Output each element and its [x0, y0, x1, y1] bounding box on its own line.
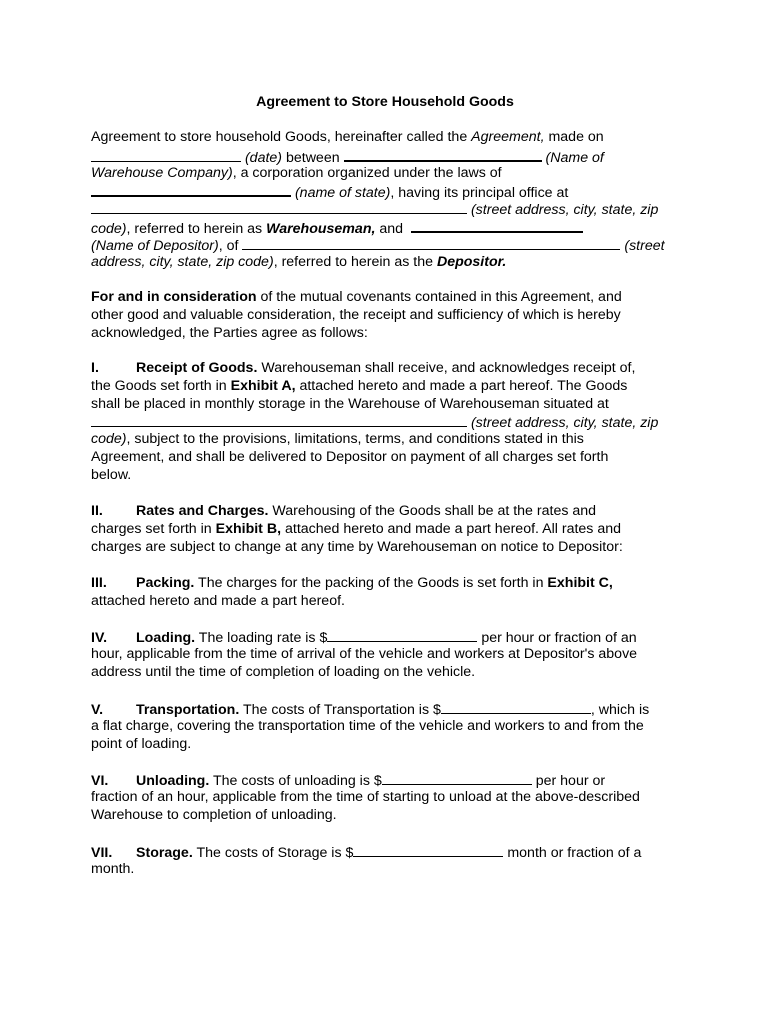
section-text: The costs of Storage is $ [196, 845, 354, 861]
section-line: charges are subject to change at any time by Warehouseman on notice to Depositor: [91, 538, 623, 555]
warehouse-company-blank[interactable] [344, 147, 542, 162]
document-title: Agreement to Store Household Goods [256, 94, 514, 110]
section-text: Warehousing of the Goods shall be at the rates and [272, 503, 597, 519]
section-line: Warehouse to completion of unloading. [91, 806, 337, 823]
exhibit-c-reference: Exhibit C, [547, 575, 613, 591]
section-text: per hour or [535, 773, 606, 789]
section-line [91, 431, 679, 449]
section-transportation [91, 700, 679, 753]
state-blank[interactable] [91, 182, 291, 197]
warehouseman-term: Warehouseman, [266, 220, 376, 237]
consideration-line-2: other good and valuable consideration, the receipt and sufficiency of which is hereby [91, 306, 621, 323]
section-heading: Receipt of Goods. [136, 360, 258, 376]
section-line [91, 575, 679, 593]
section-text: The loading rate is $ [198, 630, 328, 646]
depositor-name-label: (Name of Depositor) [91, 237, 219, 254]
section-heading: Packing. [136, 575, 195, 591]
section-number: III. [91, 575, 107, 591]
section-line [91, 360, 679, 378]
section-line: address until the time of completion of loading on the vehicle. [91, 663, 476, 680]
section-text: charges set forth in [91, 520, 212, 537]
section-text: per hour or fraction of an [481, 630, 637, 646]
agreement-term: Agreement, [471, 129, 545, 145]
consideration-lead: For and in consideration [91, 289, 257, 305]
section-line: a flat charge, covering the transportation time of the vehicle and workers to and from the [91, 717, 644, 734]
section-heading: Rates and Charges. [136, 503, 269, 519]
section-number: VII. [91, 845, 113, 861]
consideration-line-3: acknowledged, the Parties agree as follows: [91, 324, 368, 341]
address-label: (street address, city, state, zip [470, 415, 659, 432]
section-heading: Loading. [136, 630, 196, 646]
section-rates-and-charges [91, 503, 679, 556]
section-storage [91, 843, 679, 879]
section-text: Warehouseman shall receive, and acknowledges receipt of, [261, 360, 636, 376]
section-receipt-of-goods [91, 360, 679, 485]
intro-line-8 [91, 254, 679, 272]
section-number: I. [91, 360, 99, 376]
intro-text: , having its principal office at [390, 185, 569, 202]
intro-line-6 [91, 218, 679, 236]
section-heading: Storage. [136, 845, 193, 861]
section-line [91, 843, 679, 861]
section-unloading [91, 771, 679, 824]
storage-cost-blank[interactable] [353, 843, 503, 857]
section-text: , which is [590, 702, 650, 718]
intro-text: , of [218, 237, 239, 254]
intro-paragraph [91, 129, 679, 271]
intro-text: made on [548, 129, 604, 145]
section-line: attached hereto and made a part hereof. [91, 592, 345, 609]
address-label-end: address, city, state, zip code) [91, 253, 274, 270]
intro-line-1 [91, 129, 679, 147]
warehouse-address-blank[interactable] [91, 413, 467, 427]
section-text: attached hereto and made a part hereof. The Goods [299, 377, 628, 394]
section-line: Agreement, and shall be delivered to Depositor on payment of all charges set forth [91, 448, 609, 465]
section-line: point of loading. [91, 735, 192, 752]
section-number: V. [91, 702, 104, 718]
section-loading [91, 628, 679, 681]
section-line: shall be placed in monthly storage in the Warehouse of Warehouseman situated at [91, 395, 609, 412]
address-label-end: code) [91, 220, 127, 237]
section-line [91, 503, 679, 521]
date-label: (date) [244, 149, 283, 166]
section-line: month. [91, 860, 135, 877]
address-label: (street address, city, state, zip [470, 202, 659, 219]
intro-line-5 [91, 200, 679, 218]
unloading-cost-blank[interactable] [382, 771, 532, 785]
warehouse-company-label: Warehouse Company) [91, 164, 233, 181]
intro-text: Agreement to store household Goods, hereinafter called the [91, 129, 468, 145]
address-label: (street [624, 237, 665, 254]
section-number: VI. [91, 773, 109, 789]
section-line [91, 413, 679, 431]
state-label: (name of state) [294, 185, 391, 202]
section-line [91, 700, 679, 718]
section-text: attached hereto and made a part hereof. All rates and [285, 520, 621, 537]
section-text: The costs of Transportation is $ [242, 702, 441, 718]
section-line [91, 628, 679, 646]
section-text: The charges for the packing of the Goods is set forth in [198, 575, 544, 591]
section-heading: Unloading. [136, 773, 210, 789]
section-line [91, 521, 679, 539]
intro-text: between [285, 149, 340, 166]
intro-line-2 [91, 147, 679, 165]
section-number: II. [91, 503, 103, 519]
section-text: the Goods set forth in [91, 377, 227, 394]
intro-line-7 [91, 236, 679, 254]
section-number: IV. [91, 630, 108, 646]
section-line: fraction of an hour, applicable from the time of starting to unload at the above-described [91, 788, 640, 805]
section-text: month or fraction of a [507, 845, 642, 861]
intro-text: , a corporation organized under the laws of [232, 164, 502, 181]
principal-office-address-blank[interactable] [91, 200, 467, 214]
loading-rate-blank[interactable] [327, 628, 477, 642]
transportation-cost-blank[interactable] [441, 700, 591, 714]
exhibit-a-reference: Exhibit A, [230, 377, 296, 394]
section-line [91, 378, 679, 396]
intro-text: , referred to herein as [126, 220, 263, 237]
intro-text: , referred to herein as the [273, 253, 433, 270]
section-line [91, 771, 679, 789]
intro-line-3 [91, 165, 679, 183]
consideration-text: of the mutual covenants contained in this Agreement, and [260, 289, 622, 305]
address-label-end: code) [91, 431, 127, 448]
name-label: (Name of [545, 149, 604, 166]
section-heading: Transportation. [136, 702, 240, 718]
consideration-paragraph [91, 289, 679, 342]
section-text: , subject to the provisions, limitations, terms, and conditions stated in this [126, 431, 584, 448]
section-line: below. [91, 466, 132, 483]
intro-line-4 [91, 182, 679, 200]
consideration-line-1 [91, 289, 679, 307]
intro-text: and [379, 220, 404, 237]
section-packing [91, 575, 679, 611]
date-blank[interactable] [91, 148, 241, 162]
section-text: The costs of unloading is $ [212, 773, 382, 789]
depositor-address-blank[interactable] [242, 236, 620, 250]
exhibit-b-reference: Exhibit B, [215, 520, 282, 537]
section-line: hour, applicable from the time of arrival of the vehicle and workers at Depositor's above [91, 645, 638, 662]
depositor-term: Depositor. [436, 253, 507, 270]
depositor-name-blank[interactable] [411, 218, 583, 233]
